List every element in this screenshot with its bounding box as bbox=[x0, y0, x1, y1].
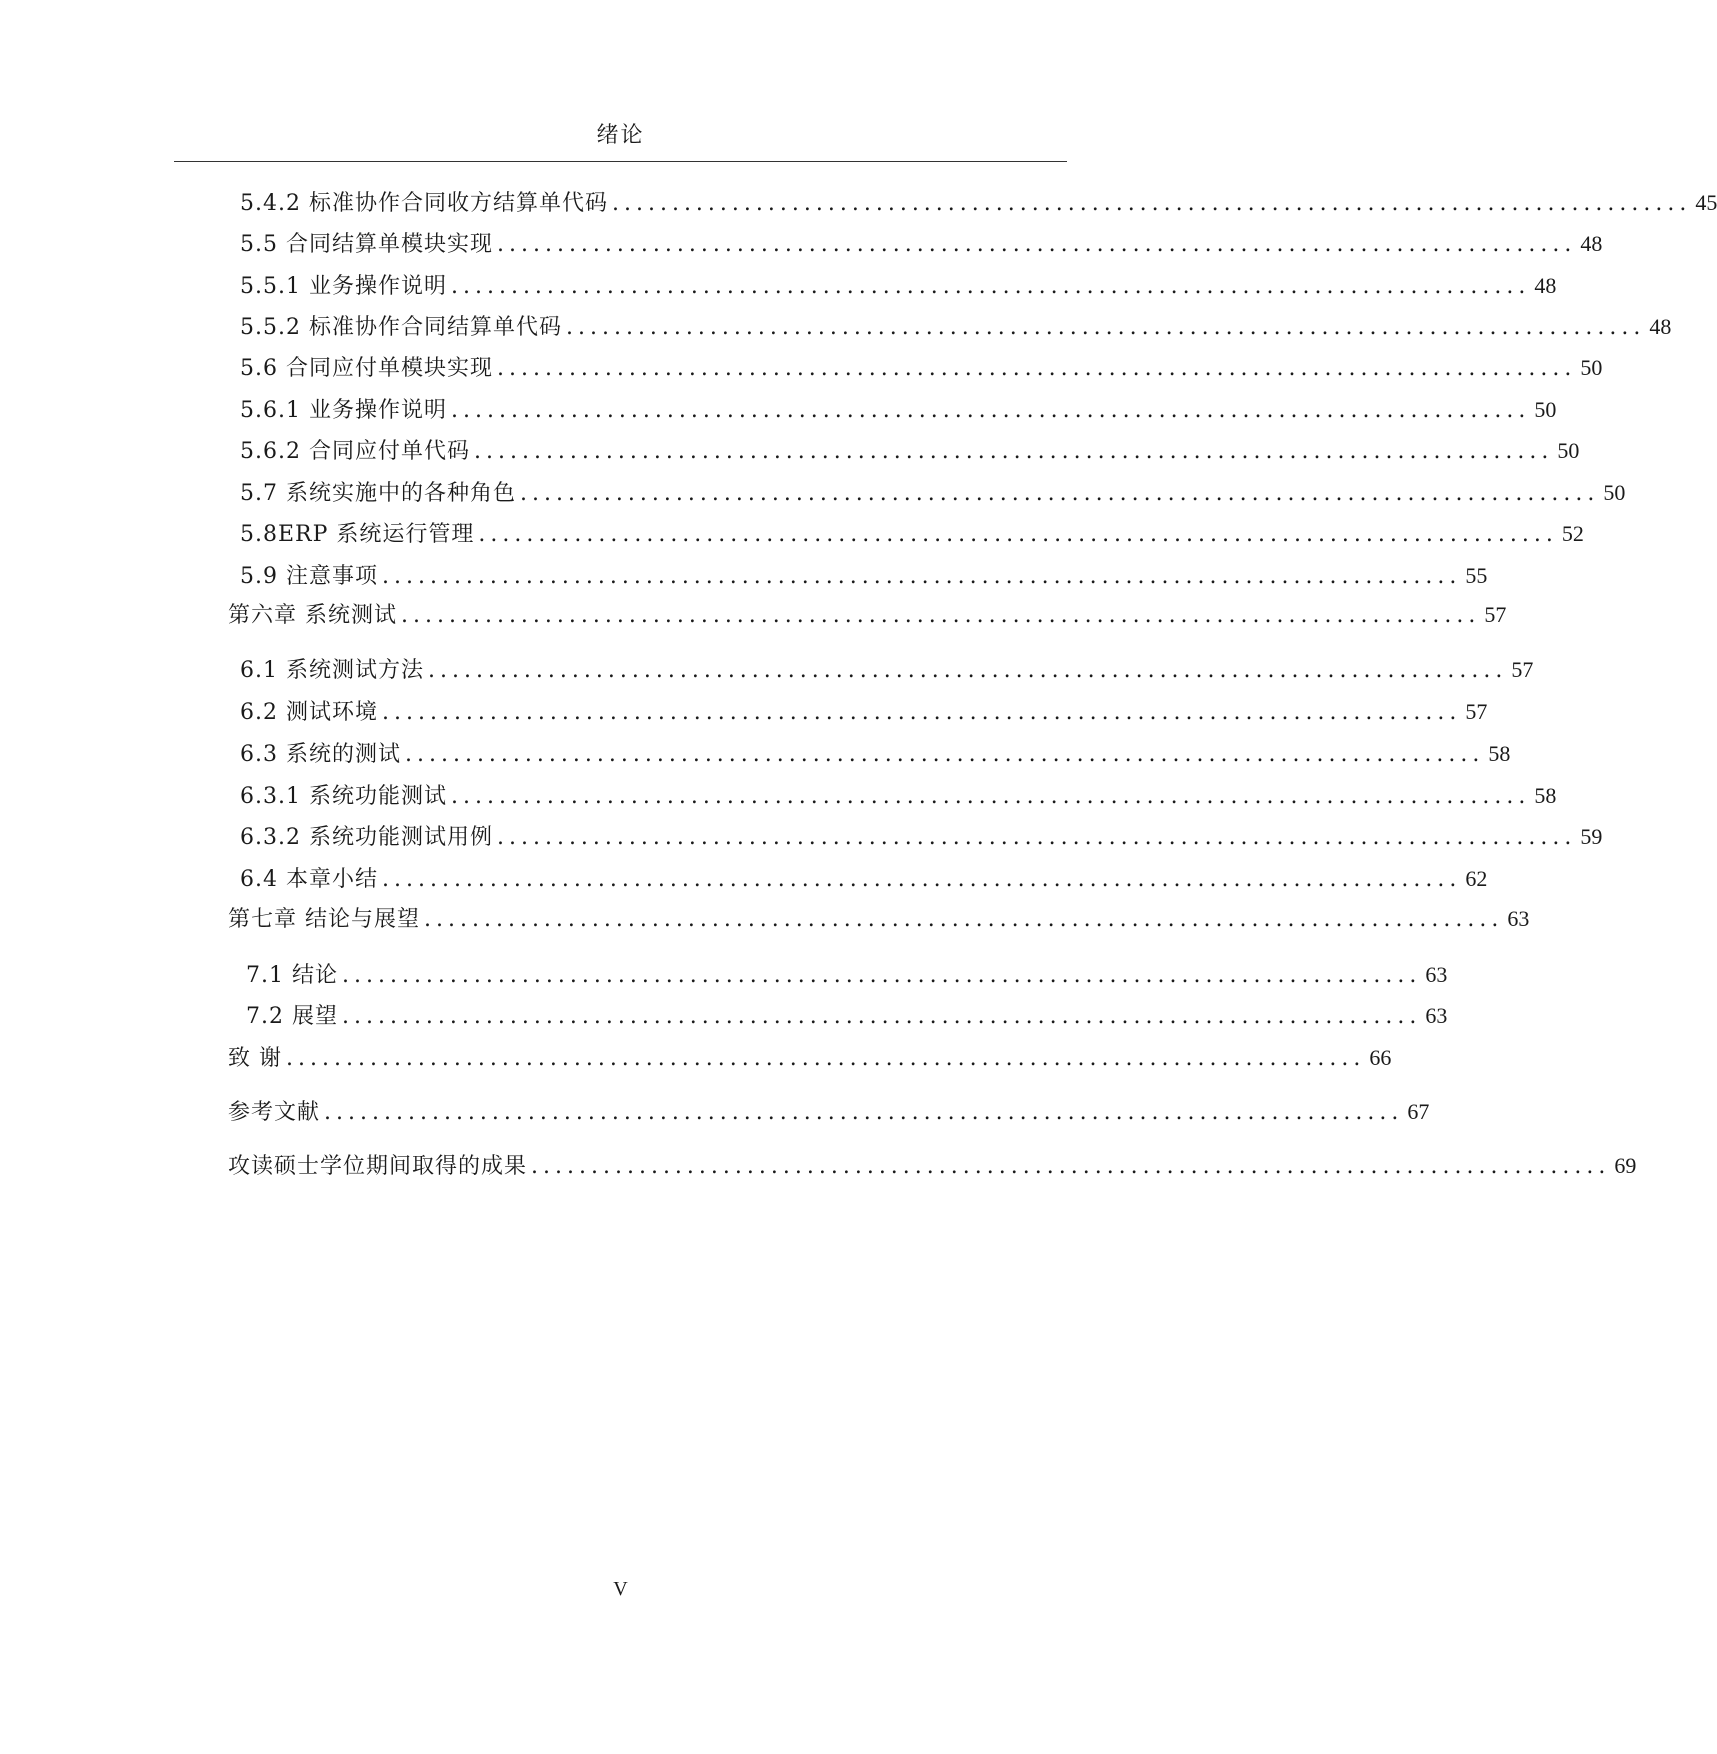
toc-leader: .......................................................................................... bbox=[401, 603, 1481, 628]
toc-entry-page: 52 bbox=[1561, 521, 1584, 546]
toc-entry[interactable] bbox=[240, 271, 1557, 301]
toc-entry-page: 57 bbox=[1484, 602, 1507, 627]
toc-entry[interactable] bbox=[240, 478, 1626, 508]
toc-entry[interactable] bbox=[240, 312, 1672, 342]
toc-leader: .......................................................................................... bbox=[286, 1046, 1366, 1071]
toc-entry[interactable] bbox=[240, 739, 1511, 769]
toc-entry-page: 50 bbox=[1534, 397, 1557, 422]
toc-entry-title: 7.1 结论 bbox=[246, 963, 338, 988]
toc-leader: .......................................................................................... bbox=[381, 867, 1462, 892]
toc-entry[interactable] bbox=[240, 353, 1603, 383]
toc-entry-title: 5.5.2 标准协作合同结算单代码 bbox=[240, 315, 562, 340]
page-number: V bbox=[613, 1578, 628, 1600]
toc-entry-page: 59 bbox=[1580, 824, 1603, 849]
toc-entry-page: 67 bbox=[1407, 1099, 1430, 1124]
toc-entry-page: 45 bbox=[1695, 190, 1717, 215]
toc-entry[interactable] bbox=[240, 864, 1488, 894]
toc-entry-page: 48 bbox=[1580, 231, 1603, 256]
toc-entry-page: 50 bbox=[1557, 438, 1580, 463]
toc-entry-page: 62 bbox=[1465, 866, 1488, 891]
toc-entry-page: 48 bbox=[1649, 314, 1672, 339]
toc-entry-title: 6.4 本章小结 bbox=[240, 867, 378, 892]
toc-entry[interactable] bbox=[240, 822, 1603, 852]
toc-leader: .......................................................................................... bbox=[427, 658, 1508, 683]
toc-entry[interactable] bbox=[240, 655, 1534, 685]
toc-leader: .......................................................................................... bbox=[341, 1004, 1422, 1029]
toc-entry-title: 5.5.1 业务操作说明 bbox=[240, 274, 447, 299]
toc-entry[interactable] bbox=[240, 781, 1557, 811]
toc-entry-page: 63 bbox=[1425, 1003, 1448, 1028]
toc-entry-title: 致 谢 bbox=[228, 1046, 282, 1071]
toc-entry[interactable] bbox=[246, 1001, 1448, 1031]
toc-entry-page: 63 bbox=[1507, 906, 1530, 931]
running-header: 绪论 bbox=[596, 123, 645, 148]
toc-leader: .......................................................................................... bbox=[565, 315, 1646, 340]
toc-entry-page: 58 bbox=[1534, 783, 1557, 808]
toc-chapter[interactable] bbox=[228, 1151, 1637, 1181]
toc-entry-title: 6.3.2 系统功能测试用例 bbox=[240, 825, 493, 850]
toc-leader: .......................................................................................... bbox=[404, 742, 1485, 767]
toc-entry-title: 6.3.1 系统功能测试 bbox=[240, 784, 447, 809]
toc-entry-title: 5.4.2 标准协作合同收方结算单代码 bbox=[240, 191, 608, 216]
toc-entry-title: 5.6.1 业务操作说明 bbox=[240, 398, 447, 423]
toc-entry[interactable] bbox=[240, 229, 1603, 259]
toc-entry-page: 66 bbox=[1369, 1045, 1392, 1070]
toc-entry-title: 5.5 合同结算单模块实现 bbox=[240, 232, 493, 257]
toc-entry-title: 6.1 系统测试方法 bbox=[240, 658, 424, 683]
toc-entry-page: 57 bbox=[1465, 699, 1488, 724]
toc-entry-page: 58 bbox=[1488, 741, 1511, 766]
toc-leader: .......................................................................................... bbox=[324, 1100, 1404, 1125]
toc-entry-title: 第七章 结论与展望 bbox=[228, 907, 420, 932]
toc-entry-page: 63 bbox=[1425, 962, 1448, 987]
toc-leader: .......................................................................................... bbox=[450, 398, 1531, 423]
toc-leader: .......................................................................................... bbox=[473, 439, 1554, 464]
toc-leader: .......................................................................................... bbox=[519, 481, 1600, 506]
toc-entry-title: 参考文献 bbox=[228, 1100, 321, 1125]
toc-leader: .......................................................................................... bbox=[450, 274, 1531, 299]
toc-leader: .......................................................................................... bbox=[450, 784, 1531, 809]
toc-entry-title: 5.6 合同应付单模块实现 bbox=[240, 356, 493, 381]
toc-leader: .......................................................................................... bbox=[496, 232, 1577, 257]
toc-entry-title: 5.8ERP 系统运行管理 bbox=[240, 522, 475, 547]
toc-entry-page: 55 bbox=[1465, 563, 1488, 588]
toc-entry[interactable] bbox=[246, 960, 1448, 990]
toc-leader: .......................................................................................... bbox=[531, 1154, 1611, 1179]
toc-entry-page: 48 bbox=[1534, 273, 1557, 298]
toc-leader: .......................................................................................... bbox=[496, 825, 1577, 850]
toc-chapter[interactable] bbox=[228, 600, 1507, 630]
toc-entry-title: 6.3 系统的测试 bbox=[240, 742, 401, 767]
toc-chapter[interactable] bbox=[228, 1097, 1430, 1127]
toc-entry-title: 第六章 系统测试 bbox=[228, 603, 397, 628]
toc-entry-page: 69 bbox=[1614, 1153, 1637, 1178]
toc-leader: .......................................................................................... bbox=[611, 191, 1692, 216]
toc-leader: .......................................................................................... bbox=[478, 522, 1558, 547]
toc-leader: .......................................................................................... bbox=[341, 963, 1422, 988]
toc-entry-title: 5.7 系统实施中的各种角色 bbox=[240, 481, 516, 506]
toc-entry-title: 6.2 测试环境 bbox=[240, 700, 378, 725]
toc-entry[interactable] bbox=[240, 436, 1580, 466]
toc-leader: .......................................................................................... bbox=[381, 564, 1462, 589]
toc-entry[interactable] bbox=[240, 519, 1584, 549]
toc-chapter[interactable] bbox=[228, 904, 1530, 934]
toc-chapter[interactable] bbox=[228, 1043, 1392, 1073]
toc-entry[interactable] bbox=[240, 697, 1488, 727]
toc-leader: .......................................................................................... bbox=[381, 700, 1462, 725]
toc-entry-title: 7.2 展望 bbox=[246, 1004, 338, 1029]
toc-entry-page: 57 bbox=[1511, 657, 1534, 682]
toc-entry[interactable] bbox=[240, 188, 1717, 218]
toc-entry-page: 50 bbox=[1580, 355, 1603, 380]
toc-entry-title: 攻读硕士学位期间取得的成果 bbox=[228, 1154, 528, 1179]
toc-entry[interactable] bbox=[240, 561, 1488, 591]
toc-leader: .......................................................................................... bbox=[496, 356, 1577, 381]
toc-entry-page: 50 bbox=[1603, 480, 1626, 505]
toc-entry-title: 5.6.2 合同应付单代码 bbox=[240, 439, 470, 464]
toc-entry[interactable] bbox=[240, 395, 1557, 425]
toc-leader: .......................................................................................... bbox=[424, 907, 1504, 932]
toc-entry-title: 5.9 注意事项 bbox=[240, 564, 378, 589]
